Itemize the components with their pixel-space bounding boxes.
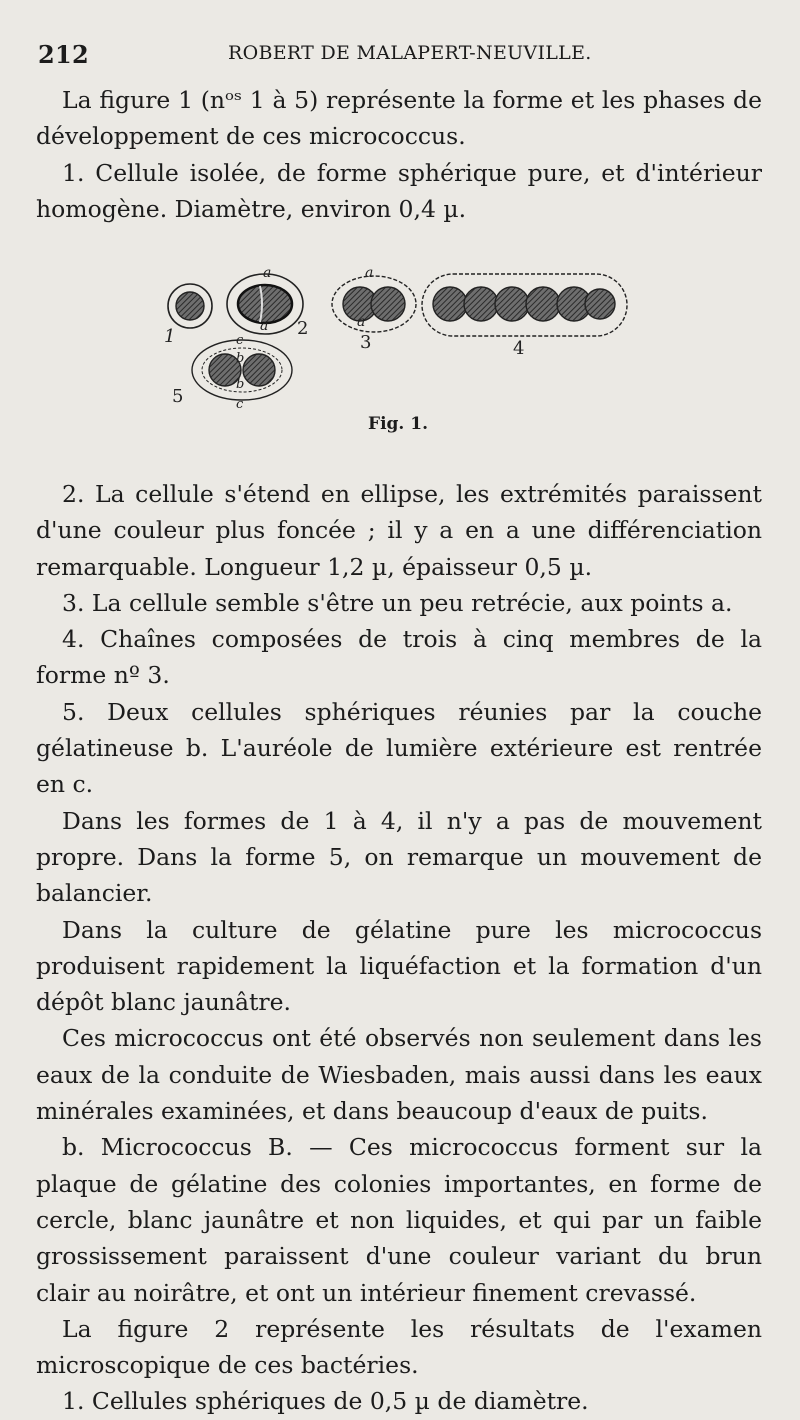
label-1: 1 — [164, 326, 176, 347]
label-4: 4 — [513, 338, 525, 359]
form-3-cell — [332, 276, 416, 332]
label-c-top: c — [236, 333, 244, 348]
text-block-bottom — [36, 476, 762, 1420]
paragraph: 1. Cellules sphériques de 0,5 µ de diamètre. — [62, 1387, 589, 1416]
paragraph: 4. Chaînes composées de trois à cinq membres de la forme nº 3. — [36, 625, 762, 690]
label-c-bottom: c — [236, 397, 244, 412]
page-number: 212 — [38, 40, 89, 69]
paragraph: 3. La cellule semble s'être un peu retrécie, aux points a. — [62, 588, 733, 617]
label-b-top: b — [236, 351, 245, 366]
paragraph: Dans les formes de 1 à 4, il n'y a pas de mouvement propre. Dans la forme 5, on remarque un mouvement de balancier. — [36, 806, 762, 908]
running-title: ROBERT DE MALAPERT-NEUVILLE. — [228, 42, 592, 64]
paragraph: 5. Deux cellules sphériques réunies par la couche gélatineuse b. L'auréole de lumière extérieure est rentrée en c. — [36, 697, 762, 799]
figure-caption: Fig. 1. — [368, 414, 428, 434]
paragraph: 1. Cellule isolée, de forme sphérique pure, et d'intérieur homogène. Diamètre, environ 0,4 µ. — [36, 158, 762, 223]
form-4-chain — [422, 274, 627, 336]
label-2: 2 — [297, 318, 309, 339]
label-a-bottom-3: a — [357, 314, 366, 330]
paragraph: Ces micrococcus ont été observés non seulement dans les eaux de la conduite de Wiesbaden, mais aussi dans les eaux minérales examinées, et dans beaucoup d'eaux de puits. — [36, 1024, 762, 1126]
label-5: 5 — [172, 386, 184, 407]
paragraph: La figure 2 représente les résultats de l'examen microscopique de ces bactéries. — [36, 1314, 762, 1380]
label-a-top-3: a — [365, 265, 374, 281]
paragraph: Dans la culture de gélatine pure les micrococcus produisent rapidement la liquéfaction et la formation d'un dépôt blanc jaunâtre. — [36, 915, 762, 1017]
paragraph: La figure 1 (nᵒˢ 1 à 5) représente la forme et les phases de développement de ces micrococcus. — [36, 86, 762, 151]
paragraph: b. Micrococcus B. — Ces micrococcus forment sur la plaque de gélatine des colonies importantes, en forme de cercle, blanc jaunâtre et non liquides, et qui par un faible grossissement paraissent d'une couleur variant du brun clair au noirâtre, et ont un intérieur finement crevassé. — [36, 1133, 762, 1307]
text-block-top — [36, 82, 762, 227]
paragraph: 2. La cellule s'étend en ellipse, les extrémités paraissent d'une couleur plus foncée ; il y a en a une différenciation remarquable. Longueur 1,2 µ, épaisseur 0,5 µ. — [36, 480, 762, 581]
page-header — [38, 40, 758, 76]
label-b-bottom: b — [236, 377, 245, 392]
form-1-cell — [168, 284, 212, 328]
label-3: 3 — [360, 332, 372, 353]
label-a-bottom-2: a — [260, 318, 269, 334]
label-a-top-2: a — [263, 265, 272, 281]
